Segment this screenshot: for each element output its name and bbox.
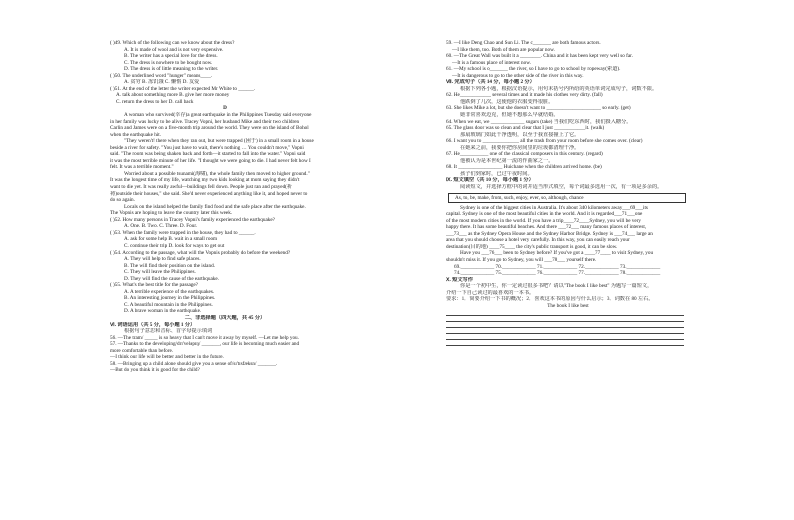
text-line: more comfortable than before. [110, 347, 174, 354]
passage-line: Have you ___76___ been to Sydney before? If you've got a ____77____ to visit Sydney, you [460, 250, 654, 257]
text-line: 她非常喜欢迈克，但她不想那么早就结婚。 [460, 112, 559, 119]
text-line: C. The dress is nowhere to be bought now. [124, 59, 213, 66]
text-line: 63. She likes Mike a lot, but she doesn't want to _____________________ so early. (get) [446, 105, 631, 112]
text-line: ( )54. According to the passage, what will the Vopnis probably do before the weekend? [110, 249, 291, 256]
passage-line: destination(目的地) ____75____ the city's public transport is good, it can be slow. [446, 243, 618, 250]
writing-section [446, 277, 690, 310]
text-line: 66. I want you to ______________ all the trash from your room before she comes over. (clear) [446, 138, 643, 145]
text-line: felt. It was a terrible moment." [110, 164, 174, 171]
blank-row: 69._____________ 70._____________ 71._____________ 72._____________ 73._____________ [454, 263, 661, 270]
text-line: 57. —Thanks to the developing/drɪ'veləpɪŋ/ _______, our life is becoming much easier and [110, 341, 300, 348]
text-line: 二、非选择题（四大题，共 45 分） [184, 314, 266, 321]
blank-row: 74._____________ 75._____________ 76._____________ 77._____________ 78._____________ [454, 270, 661, 277]
passage-line: capital. Sydney is one of the most beautiful cities in the world. And it is regarded___71___one [446, 211, 643, 218]
text-line: Locals on the island helped the family find food and the safe place after the earthquake. [124, 203, 306, 210]
text-line: 在她来之前，我要你把你房间里的垃圾都清理干净。 [460, 144, 580, 151]
text-line: Worried about a possible tsunami(海啸), the whole family then moved to higher ground." [124, 170, 310, 177]
passage-line: area that you should choose a hotel very carefully. In this way, you can easily reach your [446, 237, 630, 244]
right-column [446, 40, 690, 346]
text-line: A. They will help to find safe places. [124, 256, 201, 263]
text-line: C. They will leave the Philippines. [124, 269, 196, 276]
text-line: 67. He___________ one of the classical composers in this century. (regard) [446, 151, 603, 158]
text-line: ( )55. What's the best title for the passage? [110, 282, 198, 289]
text-line: ( )50. The underlined word "hunger" means____. [110, 72, 213, 79]
text-line: it was the most terrible minute of her life. "I thought we were going to die. I had never felt how I [110, 157, 311, 164]
text-line: 62. He____________ several times and it made his clothes very dirty. (fall) [446, 92, 603, 99]
word-box: As, to, be, make, from, such, enjoy, ever, so, although, chance [448, 193, 686, 203]
text-line: Ⅵ. 词语运用（共 5 分，每小题 1 分） [110, 321, 196, 328]
text-line: ( )51. At the end of the letter the writer expected Mr White to ______. [110, 85, 256, 92]
text-line: 60. —The Great Wall was built it a ________. China and it has been kept very well so far. [446, 53, 633, 60]
text-line: when the earthquake hit. [110, 131, 161, 138]
completion-section [446, 40, 690, 191]
passage-line: shouldn't miss it. If you go to Sydney, you will ___78___ yourself there. [446, 256, 597, 263]
text-line: said. "The room was being shaken back and forth—it started to fall into the water." Vopni said [110, 151, 306, 158]
answer-blanks [446, 264, 690, 277]
text-line: —It is dangerous to go to the other side of the river in this way. [452, 72, 584, 79]
text-line: 68. It _________________ Huichane when the children arrived home. (be) [446, 164, 602, 171]
text-line: do so again. [110, 197, 135, 204]
text-line: 祷)outside their houses," she said. She'd never experienced anything like it, and hoped never to [110, 190, 308, 197]
text-line: A woman who survived(幸存)a great earthquake in the Philippines Tuesday said everyone [124, 112, 312, 119]
text-line: A. It is made of wool and is not very expensive. [124, 46, 224, 53]
text-line: Carlin and James were on a five-month trip around the world. They were on the island of Bohol [110, 125, 309, 132]
text-line: A. One. B. Two. C. Three. D. Four. [124, 223, 198, 230]
text-line: A. A terrible experience of the earthquakes. [124, 288, 215, 295]
text-line: ( )52. How many persons in Tracey Vopni's family experienced the earthquake? [110, 216, 275, 223]
text-line: —I think our life will be better and better in the future. [110, 354, 224, 361]
passage-line: of the most modern cities in the world. If you have a trip____72____Sydney, you will be very [446, 217, 642, 224]
text-line: Ⅸ. 短文填空（共 10 分，每小题 1 分） [446, 177, 534, 184]
text-line: It was the longest time of my life, watching my two kids looking at mom saying they didn't [110, 177, 300, 184]
text-line: D. A brave woman in the earthquake. [124, 308, 202, 315]
text-line: A. 贫穷 B. 冻饥饿 C. 懒惰 D. 友爱 [124, 79, 200, 86]
text-line: A. talk about something more B. give her more money [116, 92, 230, 99]
text-line: A. ask for some help B. wait in a small room [124, 236, 218, 243]
text-line: D [223, 105, 227, 112]
text-line: ( )53. When the family were trapped in the house, they had to ______. [110, 229, 256, 236]
text-line: D. The dress is of little meaning to the writer. [124, 66, 219, 73]
writing-line: 要求：1．简要介绍一下书的概况；2．喜欢这本书的原因与什么启示；3．词数在 80 左右。 [446, 296, 654, 303]
text-line: 65. The glass door was so clean and clear that I just ____________it. (walk) [446, 125, 605, 132]
text-line: —I like them, too. Both of them are popular now. [452, 46, 555, 53]
passage-line: Sydney is one of the biggest cities in Australia. It's about 340 kilometers away___69___its [460, 204, 648, 211]
text-line: C. A beautiful mountain in the Philippines. [124, 301, 213, 308]
text-line: in her family was lucky to be alive. Tracey Vopni, her husband Mike and their two children [110, 118, 300, 125]
text-line: D. They will find the cause of the earthquake. [124, 275, 219, 282]
text-line: 孩子们到家时，已过午夜时间。 [460, 170, 533, 177]
text-line: 58. —Bringing up a child alone should give you a sense of/sɪ'tɪsfæksn/ _______. [110, 360, 278, 367]
text-line: want to die yet. It was really awful—buildings fell down. People just ran and prayed(祈 [110, 184, 293, 191]
text-line: B. The will find their position on the island. [124, 262, 215, 269]
text-line: beside a river for safety. "You just have to wait, there's nothing … You couldn't move," Vopni [110, 144, 304, 151]
text-line: 61. —My school is o_______ the river, so I have to go to school by ropeway(索道). [446, 66, 621, 73]
writing-lines [446, 309, 690, 346]
text-line: "They weren't! there when they ran out, but were trapped (困于) in a small room in a house [124, 138, 314, 145]
writing-line: Ⅹ. 短文写作 [446, 276, 473, 283]
text-line: 那扇玻璃门如此干净透明，以至于我直接撞上了它。 [460, 131, 580, 138]
text-line: C. continue their trip D. look for ways to get out [124, 242, 225, 249]
text-line: 根据句子意思和音标、首字母提示填词 [124, 328, 213, 335]
writing-line: 你是一个初中生，你一定读过很多书吧？请以"The book I like best" 为题写一篇短文， [460, 283, 653, 290]
text-line: ( )49. Which of the following can we know about the dress? [110, 40, 235, 46]
text-line: C. return the dress to her D. call back [116, 98, 194, 105]
text-line: —But do you think it is good for the child? [110, 367, 200, 374]
text-line: 64. When we eat, we _____________ sugars (take) 当我们吃东西时，我们摄入糖分。 [446, 118, 632, 125]
cloze-passage [446, 205, 690, 264]
text-line: 他被认为是本世纪第一流的作曲家之一。 [460, 157, 554, 164]
text-line: Ⅶ. 完成句子（共 14 分，每小题 2 分） [446, 79, 535, 86]
text-line: 阅读短文，并选择方框中的词并适当形式填空，每个词最多选用一次，有一项是多余的。 [460, 184, 663, 191]
text-line: B. The writer has a special love for the dress. [124, 53, 218, 60]
left-column [110, 40, 340, 374]
text-line: 56. —The tram/ _____ is so heavy that I can't move it away by myself. —Let me help you. [110, 334, 299, 341]
text-line: 根据下列各小题，根据汉语提示，用句末括号内所给的英语单词完成句子，词数不限。 [460, 85, 658, 92]
writing-line: 介绍一下自己读过的最喜欢的一本书。 [446, 289, 535, 296]
answer-line[interactable] [446, 340, 684, 346]
text-line: 他跌倒了几次，这使他的衣服变得很脏。 [460, 98, 554, 105]
text-line: B. An interesting journey in the Philippines. [124, 295, 216, 302]
writing-line: The book I like best [547, 302, 589, 309]
text-line: 59. —I like Deng Chao and Sun Li. The c_______ are both famous actors. [446, 40, 601, 46]
passage-line: ___73___ as the Sydney Opera House and the Sydney Harbor Bridge. Sydney is ___74___ large an [446, 230, 653, 237]
passage-line: happy there. It has some beautiful beaches. And there ___72___ many famous places of interest, [446, 224, 647, 231]
text-line: The Vopnis are hoping to leave the country later this week. [110, 210, 233, 217]
text-line: —It is a famous place of interest now. [452, 59, 531, 66]
